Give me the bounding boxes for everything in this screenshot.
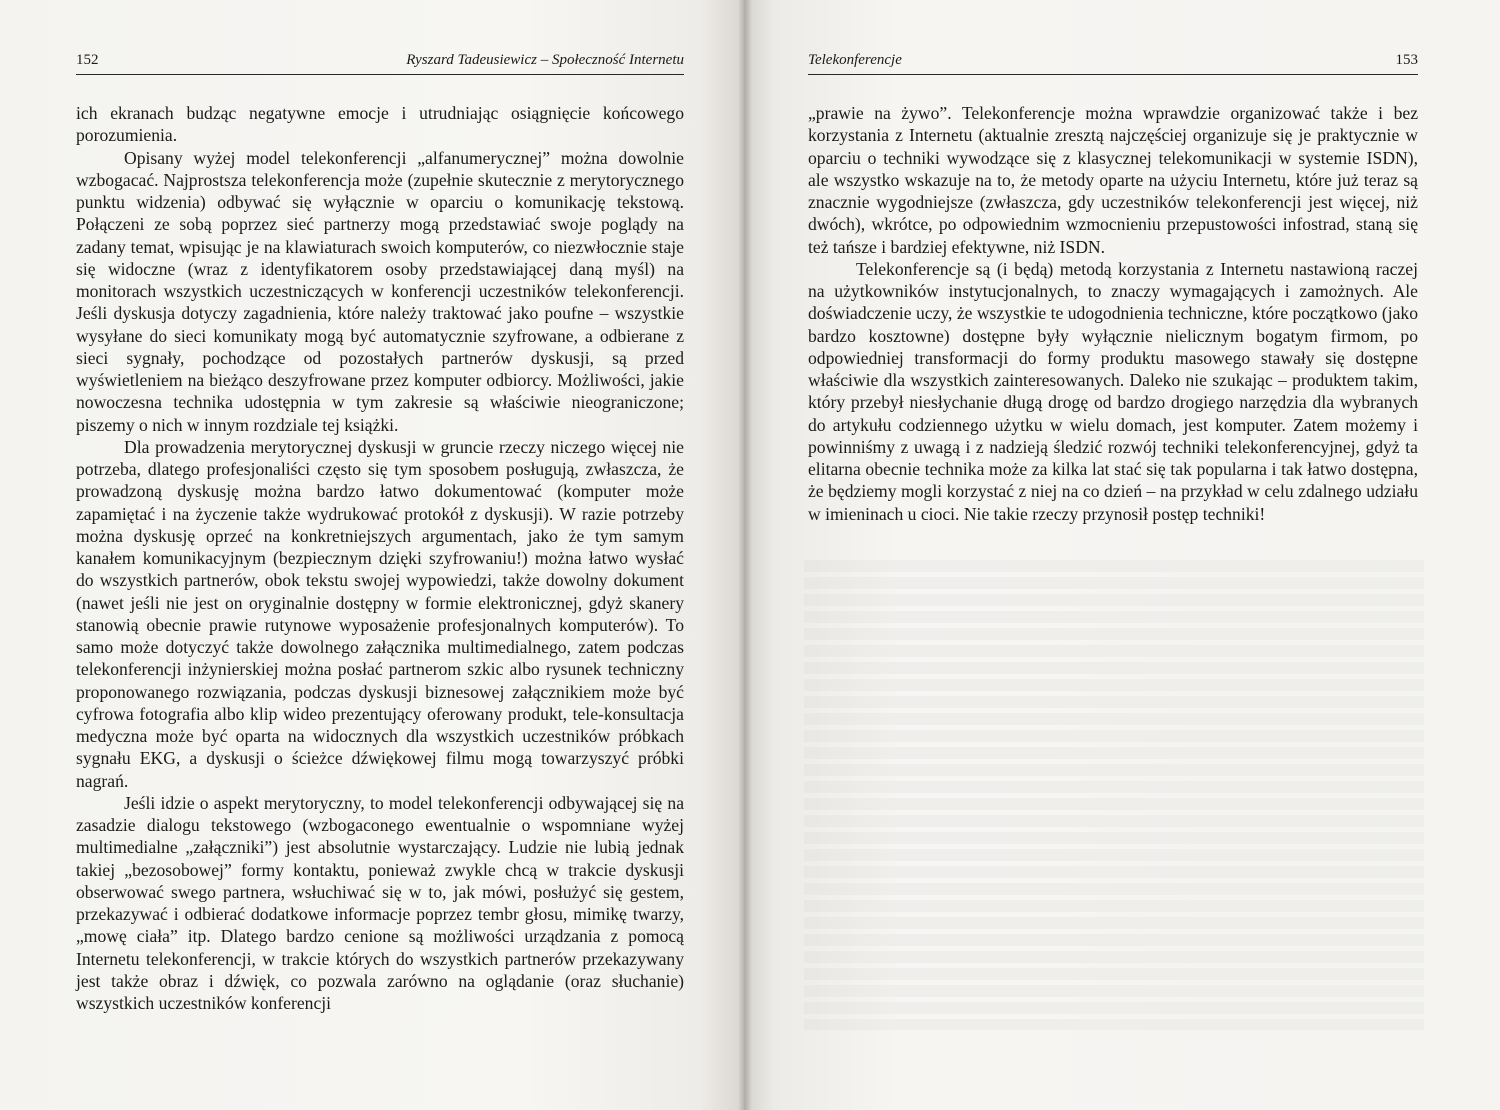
paragraph: Dla prowadzenia merytorycznej dyskusji w gruncie rzeczy niczego więcej nie potrzeba, dlatego profesjonaliści często się tym sposobem posługują, zwłaszcza, że prowadzoną dyskusję można bardzo łatwo dokumentować (komputer może zapamiętać i na życzenie także wydrukować protokół z dyskusji). W razie potrzeby można dyskusję oprzeć na konkretniejszych argumentach, jako że tym samym kanałem komunikacyjnym (bezpiecznym dzięki szyfrowaniu!) można łatwo wysłać do wszystkich partnerów, obok tekstu swojej wypowiedzi, także dowolny dokument (nawet jeśli nie jest on oryginalnie dostępny w formie elektronicznej, gdyż skanery stanowią obecnie prawie rutynowe wyposażenie profesjonalnych komputerów). To samo może dotyczyć także dowolnego załącznika multimedialnego, zatem podczas telekonferencji inżynierskiej można posłać partnerom szkic albo rysunek techniczny proponowanego rozwiązania, podczas dyskusji biznesowej załącznikiem może być cyfrowa fotografia albo klip wideo prezentujący oferowany produkt, tele-konsultacja medyczna może być oparta na widocznych dla wszystkich uczestników próbkach sygnału EKG, a dyskusji o ścieżce dźwiękowej filmu mogą towarzyszyć próbki nagrań. — [76, 436, 684, 791]
book-gutter — [738, 0, 752, 1110]
paragraph: Opisany wyżej model telekonferencji „alfanumerycznej” można dowolnie wzbogacać. Najprostsza telekonferencja może (zupełnie skutecznie z merytorycznego punktu widzenia) odbywać się wyłącznie w oparciu o komunikację tekstową. Połączeni ze sobą poprzez sieć partnerzy mogą przedstawiać swoje poglądy na zadany temat, wpisując je na klawiaturach swoich komputerów, co niezwłocznie staje się widoczne (wraz z identyfikatorem osoby przedstawiającej daną myśl) na monitorach wszystkich uczestniczących w konferencji uczestników telekonferencji. Jeśli dyskusja dotyczy zagadnienia, które należy traktować jako poufne – wszystkie wysyłane do sieci komunikaty mogą być automatycznie szyfrowane, a odbierane z sieci sygnały, pochodzące od pozostałych partnerów dyskusji, są przed wyświetleniem na bieżąco deszyfrowane przez komputer odbiorcy. Możliwości, jakie nowoczesna technika udostępnia w tym zakresie są właściwie nieograniczone; piszemy o nich w innym rozdziale tej książki. — [76, 147, 684, 435]
left-page — [0, 0, 744, 1110]
running-head: Telekonferencje — [808, 52, 902, 68]
left-page-text — [76, 102, 684, 1014]
running-head: Ryszard Tadeusiewicz – Społeczność Internetu — [406, 52, 684, 68]
right-page-text — [808, 102, 1418, 525]
paragraph: „prawie na żywo”. Telekonferencje można wprawdzie organizować także i bez korzystania z Internetu (aktualnie zresztą najczęściej organizuje się je praktycznie w oparciu o techniki wywodzące się z klasycznej telekomunikacji w systemie ISDN), ale wszystko wskazuje na to, że metody oparte na użyciu Internetu, które już teraz są znacznie wygodniejsze (zwłaszcza, gdy uczestników telekonferencji jest więcej, niż dwóch), wkrótce, po odpowiednim wzmocnieniu przepustowości infostrad, staną się też tańsze i bardziej efektywne, niż ISDN. — [808, 103, 1418, 257]
paragraph: Telekonferencje są (i będą) metodą korzystania z Internetu nastawioną raczej na użytkowników instytucjonalnych, to znaczy wymagających i zamożnych. Ale doświadczenie uczy, że wszystkie te udogodnienia techniczne, które początkowo (jako bardzo kosztowne) dostępne były wyłącznie nielicznym bogatym firmom, po odpowiedniej transformacji do formy produktu masowego stawały się dostępne właściwie dla wszystkich zainteresowanych. Daleko nie szukając – produktem takim, który przebył niesłychanie długą drogę od bardzo drogiego narzędzia dla wybranych do artykułu codziennego użytku w wielu domach, jest komputer. Zatem możemy i powinniśmy z uwagą i z nadzieją śledzić rozwój techniki telekonferencyjnej, gdyż ta elitarna obecnie technika może za kilka lat stać się tak popularna i tak łatwo dostępna, że będziemy mogli korzystać z niej na co dzień – na przykład w celu zdalnego udziału w imieninach u cioci. Nie takie rzeczy przynosił postęp techniki! — [808, 258, 1418, 524]
right-page — [744, 0, 1500, 1110]
left-page-header — [76, 50, 684, 75]
page-number: 152 — [76, 52, 99, 68]
paragraph: Jeśli idzie o aspekt merytoryczny, to model telekonferencji odbywającej się na zasadzie dialogu tekstowego (wzbogaconego ewentualnie o wspomniane wyżej multimedialne „załączniki”) jest absolutnie wystarczający. Ludzie nie lubią jednak takiej „bezosobowej” formy kontaktu, ponieważ zwykle chcą w trakcie dyskusji obserwować swego partnera, wsłuchiwać się w to, jak mówi, posłużyć się gestem, przekazywać i odbierać dodatkowe informacje poprzez tembr głosu, mimikę twarzy, „mowę ciała” itp. Dlatego bardzo cenione są możliwości urządzania z pomocą Internetu telekonferencji, w trakcie których do wszystkich partnerów przekazywany jest także obraz i dźwięk, co pozwala zarówno na oglądanie (oraz słuchanie) wszystkich uczestników konferencji — [76, 792, 684, 1013]
page-number: 153 — [1395, 52, 1418, 68]
show-through-shadow — [804, 560, 1424, 1030]
paragraph: ich ekranach budząc negatywne emocje i utrudniając osiągnięcie końcowego porozumienia. — [76, 103, 684, 146]
right-page-header — [808, 50, 1418, 75]
